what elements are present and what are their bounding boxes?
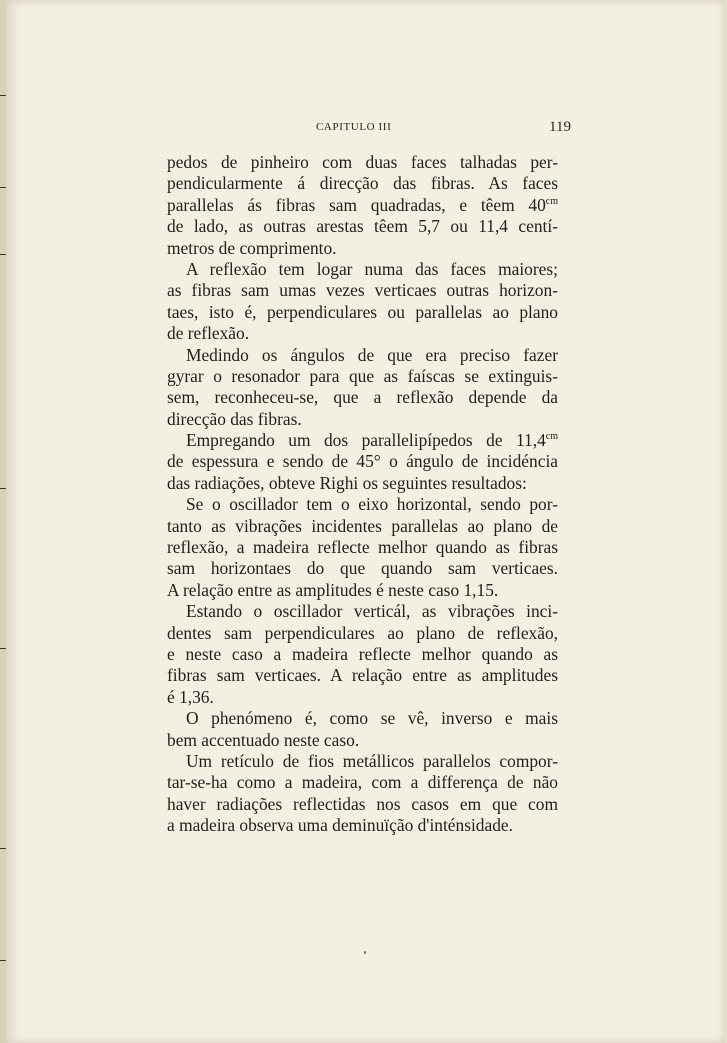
text-line-content: direcção das fibras. [167, 408, 302, 429]
text-line-content: é 1,36. [167, 686, 214, 707]
text-line [167, 537, 558, 558]
text-line-content: sam horizontaes do que quando sam verticaes. [167, 558, 558, 579]
text-line [167, 259, 558, 280]
text-line-content: O phenómeno é, como se vê, inverso e mais [186, 708, 558, 729]
text-line-content: Estando o oscillador verticál, as vibrações inci- [186, 601, 558, 622]
text-line [167, 173, 558, 194]
text-line-content: parallelas ás fibras sam quadradas, e têem 40 [167, 194, 546, 215]
text-line [167, 665, 558, 686]
ink-speck [364, 951, 366, 954]
text-line [167, 516, 558, 537]
text-line [167, 558, 558, 579]
text-line [167, 730, 558, 751]
text-line-content: haver radiações reflectidas nos casos em que com [167, 793, 558, 814]
text-line-content: Um retículo de fios metállicos parallelos compor- [186, 750, 558, 771]
unit-superscript: cm [545, 195, 558, 207]
text-line [167, 580, 558, 601]
text-line-content: Medindo os ángulos de que era preciso fazer [186, 344, 558, 365]
text-line-content: pedos de pinheiro com duas faces talhadas per- [167, 152, 558, 172]
text-line-content: taes, isto é, perpendiculares ou parallelas ao plano [167, 301, 558, 322]
text-line-content: metros de comprimento. [167, 237, 337, 258]
text-line-content: de lado, as outras arestas têem 5,7 ou 11,4 centí- [167, 216, 558, 237]
text-line [167, 345, 558, 366]
text-line [167, 195, 558, 216]
text-line [167, 601, 558, 622]
text-line-content: A reflexão tem logar numa das faces maiores; [186, 258, 558, 279]
text-line [167, 366, 558, 387]
text-line-content: as fibras sam umas vezes verticaes outras horizon- [167, 280, 558, 301]
text-line [167, 430, 558, 451]
text-line-content: a madeira observa uma deminuïção d'inténsidade. [167, 815, 513, 836]
unit-superscript: cm [545, 431, 558, 443]
text-line-content: e neste caso a madeira reflecte melhor quando as [167, 643, 558, 664]
text-line [167, 644, 558, 665]
text-line [167, 238, 558, 259]
text-line [167, 302, 558, 323]
page-header [316, 121, 571, 139]
text-line-content: pendicularmente á direcção das fibras. As faces [167, 173, 558, 194]
text-line [167, 152, 558, 173]
text-line-content: de espessura e sendo de 45° o ángulo de incidéncia [167, 451, 558, 472]
text-line-content: das radiações, obteve Righi os seguintes resultados: [167, 472, 527, 493]
text-line-content: dentes sam perpendiculares ao plano de reflexão, [167, 622, 558, 643]
text-line-content: tar-se-ha como a madeira, com a differença de não [167, 772, 558, 793]
text-line-content: bem accentuado neste caso. [167, 729, 360, 750]
text-line [167, 409, 558, 430]
text-line [167, 451, 558, 472]
text-line [167, 280, 558, 301]
text-line [167, 387, 558, 408]
text-line [167, 473, 558, 494]
text-line-content: de reflexão. [167, 323, 250, 344]
text-line [167, 323, 558, 344]
text-line-content: Empregando um dos parallelipípedos de 11,4 [186, 430, 546, 451]
text-line-content: fibras sam verticaes. A relação entre as amplitudes [167, 665, 558, 686]
text-line-content: gyrar o resonador para que as faíscas se extinguis- [167, 365, 558, 386]
text-line-content: sem, reconheceu-se, que a reflexão depende da [167, 387, 558, 408]
text-line [167, 794, 558, 815]
text-line-content: reflexão, a madeira reflecte melhor quando as fibras [167, 537, 558, 558]
text-line [167, 772, 558, 793]
page-number: 119 [549, 119, 571, 135]
text-line [167, 708, 558, 729]
text-line-content: Se o oscillador tem o eixo horizontal, sendo por- [186, 494, 558, 515]
text-line [167, 751, 558, 772]
text-line-content: tanto as vibrações incidentes parallelas ao plano de [167, 515, 558, 536]
text-line-content: A relação entre as amplitudes é neste caso 1,15. [167, 579, 499, 600]
text-line [167, 815, 558, 836]
text-line [167, 494, 558, 515]
text-line [167, 687, 558, 708]
running-head: CAPITULO III [316, 121, 392, 133]
body-text [167, 152, 558, 837]
text-line [167, 216, 558, 237]
text-line [167, 623, 558, 644]
